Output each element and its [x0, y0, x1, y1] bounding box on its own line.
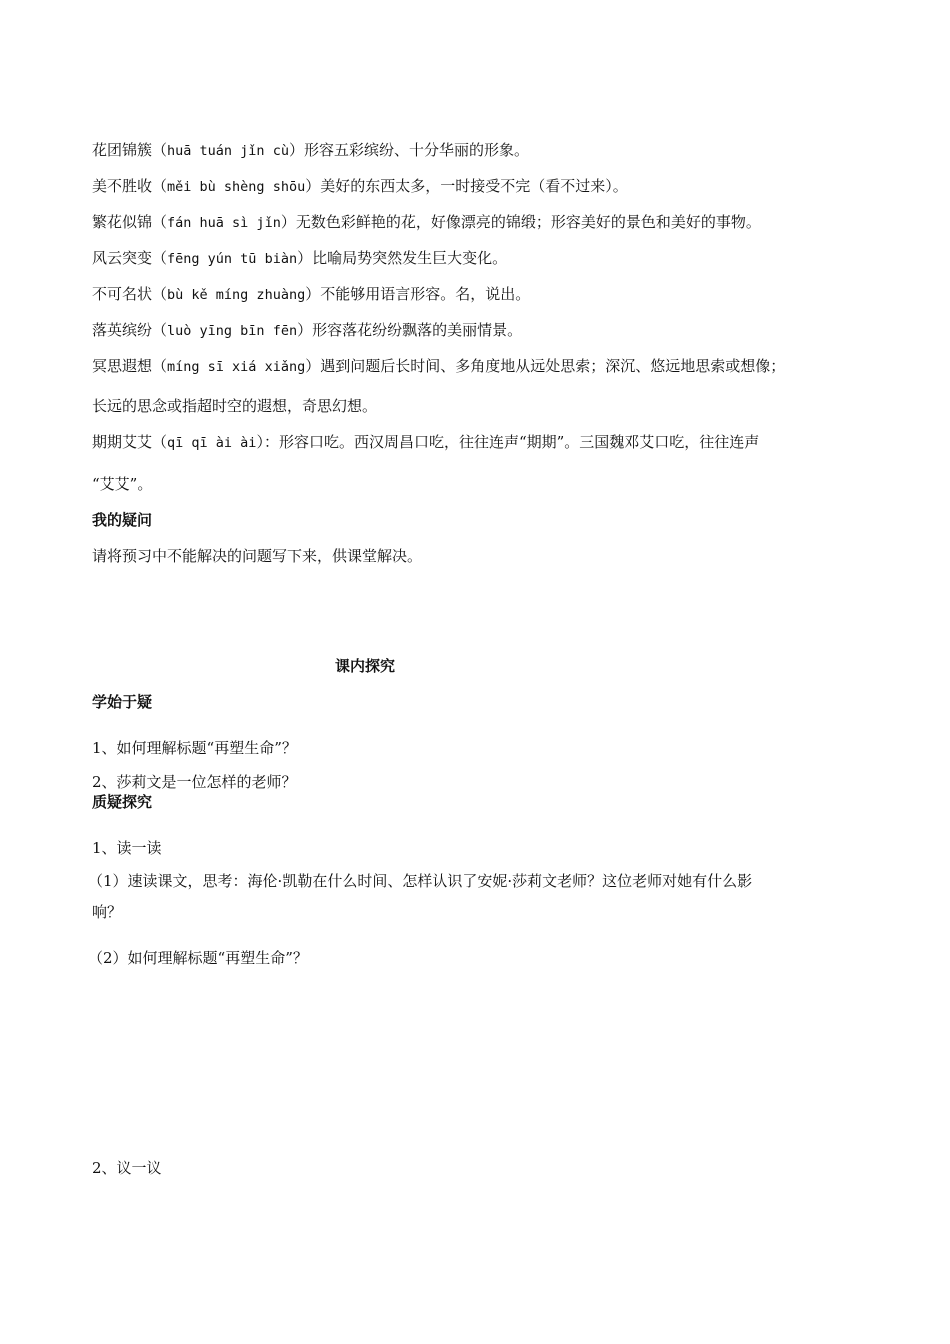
vocab-word: 繁花似锦 — [92, 213, 153, 231]
vocab-def: 无数色彩鲜艳的花，好像漂亮的锦缎；形容美好的景色和美好的事物。 — [295, 213, 761, 231]
vocab-def: 遇到问题后长时间、多角度地从远处思索；深沉、悠远地思索或想像； — [320, 357, 786, 375]
learn-item-2: 2、莎莉文是一位怎样的老师？ — [92, 773, 297, 791]
vocab-pinyin: luò yīng bīn fēn — [167, 323, 298, 339]
vocab-7: 冥思遐想（míng sī xiá xiǎng）遇到问题后长时间、多角度地从远处思索；深沉、悠远地思索或想像； — [92, 357, 786, 375]
learn-item-1: 1、如何理解标题“再塑生命”？ — [92, 739, 297, 757]
vocab-def: 形容落花纷纷飘落的美丽情景。 — [312, 321, 523, 339]
explore-heading: 质疑探究 — [92, 793, 153, 811]
vocab-8-cont: “艾艾”。 — [92, 475, 153, 493]
vocab-pinyin: qī qī ài ài — [167, 435, 257, 451]
vocab-pinyin: míng sī xiá xiǎng — [167, 359, 306, 375]
vocab-word: 美不胜收 — [92, 177, 153, 195]
vocab-3: 繁花似锦（fán huā sì jǐn）无数色彩鲜艳的花，好像漂亮的锦缎；形容美好的景色和美好的事物。 — [92, 213, 761, 231]
question-text: 请将预习中不能解决的问题写下来，供课堂解决。 — [92, 547, 423, 565]
vocab-word: 落英缤纷 — [92, 321, 153, 339]
vocab-word: 冥思遐想 — [92, 357, 153, 375]
read-question-1-cont: 响？ — [92, 903, 123, 921]
read-heading: 1、读一读 — [92, 839, 162, 857]
vocab-word: 期期艾艾 — [92, 433, 153, 451]
vocab-1: 花团锦簇（huā tuán jǐn cù）形容五彩缤纷、十分华丽的形象。 — [92, 141, 529, 159]
learn-heading: 学始于疑 — [92, 693, 153, 711]
section-title: 课内探究 — [335, 657, 396, 675]
vocab-6: 落英缤纷（luò yīng bīn fēn）形容落花纷纷飘落的美丽情景。 — [92, 321, 523, 339]
vocab-word: 花团锦簇 — [92, 141, 153, 159]
discuss-heading: 2、议一议 — [92, 1159, 162, 1177]
vocab-4: 风云突变（fēng yún tū biàn）比喻局势突然发生巨大变化。 — [92, 249, 508, 267]
vocab-def: 不能够用语言形容。名，说出。 — [320, 285, 531, 303]
vocab-pinyin: měi bù shèng shōu — [167, 179, 306, 195]
vocab-7-cont: 长远的思念或指超时空的遐想，奇思幻想。 — [92, 397, 378, 415]
vocab-5: 不可名状（bù kě míng zhuàng）不能够用语言形容。名，说出。 — [92, 285, 531, 303]
read-question-2: （2）如何理解标题“再塑生命”？ — [88, 949, 308, 967]
vocab-def: 形容五彩缤纷、十分华丽的形象。 — [303, 141, 529, 159]
question-heading: 我的疑问 — [92, 511, 153, 529]
vocab-def: 比喻局势突然发生巨大变化。 — [312, 249, 508, 267]
vocab-2: 美不胜收（měi bù shèng shōu）美好的东西太多，一时接受不完（看不过来）。 — [92, 177, 628, 195]
vocab-pinyin: bù kě míng zhuàng — [167, 287, 306, 303]
vocab-pinyin: huā tuán jǐn cù — [167, 143, 289, 159]
vocab-def: ：形容口吃。西汉周昌口吃，往往连声“期期”。三国魏邓艾口吃，往往连声 — [263, 433, 760, 451]
vocab-word: 风云突变 — [92, 249, 153, 267]
vocab-pinyin: fán huā sì jǐn — [167, 215, 281, 231]
read-question-1: （1）速读课文，思考：海伦·凯勒在什么时间、怎样认识了安妮·莎莉文老师？这位老师对她有什么影 — [88, 872, 753, 890]
vocab-8: 期期艾艾（qī qī ài ài）：形容口吃。西汉周昌口吃，往往连声“期期”。三国魏邓艾口吃，往往连声 — [92, 433, 760, 451]
vocab-def: 美好的东西太多，一时接受不完（看不过来）。 — [320, 177, 628, 195]
vocab-word: 不可名状 — [92, 285, 153, 303]
vocab-pinyin: fēng yún tū biàn — [167, 251, 298, 267]
